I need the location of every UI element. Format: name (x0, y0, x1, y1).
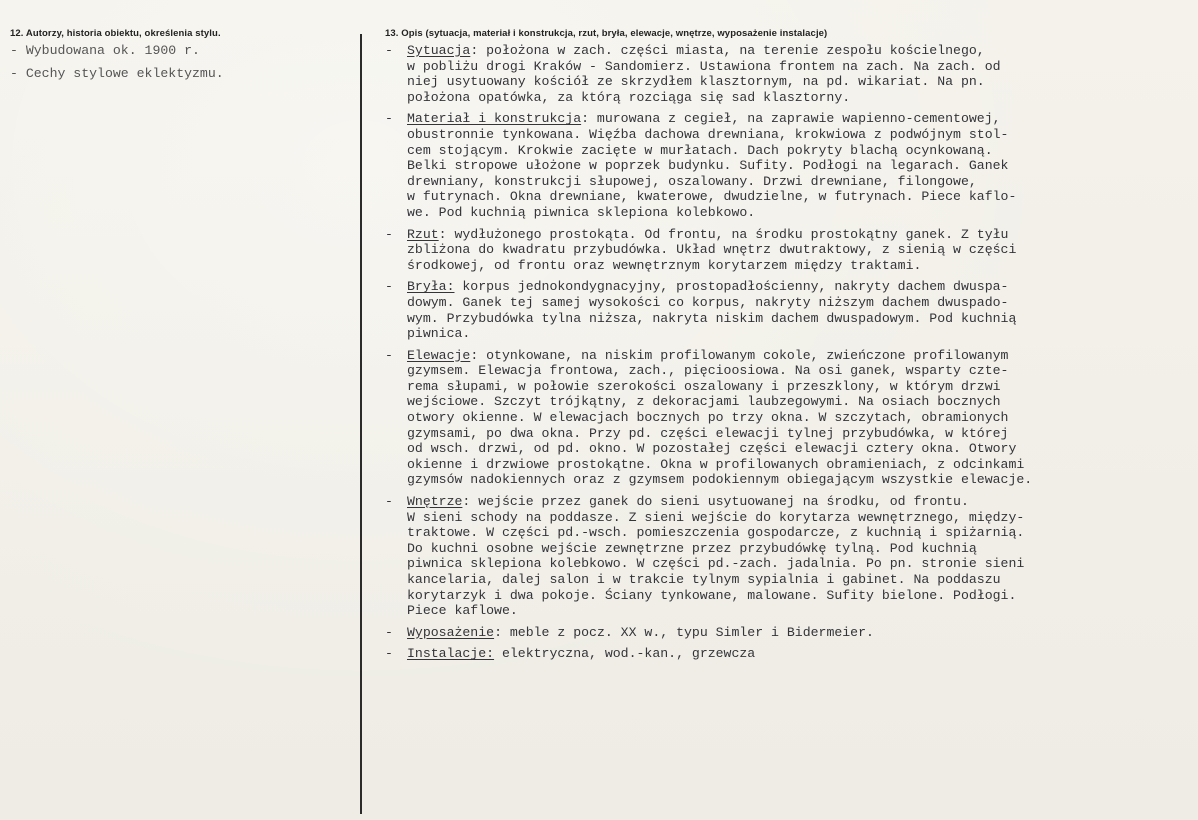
left-column (10, 28, 350, 85)
section-line: piwnica sklepiona kolebkowo. W części pd.-zach. jadalnia. Po pn. stronie sieni (407, 556, 1025, 572)
section-line: w pobliżu drogi Kraków - Sandomierz. Ustawiona frontem na zach. Na zach. od (407, 58, 1001, 74)
right-column (385, 28, 1185, 662)
left-item: - Wybudowana ok. 1900 r. (10, 43, 200, 58)
section-entry (385, 646, 1185, 662)
section-line: kancelaria, dalej salon i w trakcie tylnym sypialnia i gabinet. Na poddaszu (407, 572, 1001, 587)
section-line: korpus jednokondygnacyjny, prostopadłościenny, nakryty dachem dwuspa- (454, 279, 1009, 295)
section-line: wejściowe. Szczyt trójkątny, z dekoracjami laubzegowymi. Na osiach bocznych (407, 394, 1001, 410)
section-line: traktowe. W części pd.-wsch. pomieszczenia gospodarcze, z kuchnią i spiżarnią. (407, 525, 1025, 541)
section-line: : murowana z cegieł, na zaprawie wapienno-cementowej, (581, 111, 1001, 127)
section-body (407, 43, 1185, 105)
section-line: zbliżona do kwadratu przybudówka. Układ wnętrz dwutraktowy, z sienią w części (407, 242, 1017, 258)
section-entry (385, 279, 1185, 341)
section-line: Do kuchni osobne wejście zewnętrzne przez przybudówkę tylną. Pod kuchnią (407, 540, 977, 556)
section-line: Piece kaflowe. (407, 603, 518, 619)
section-line: elektryczna, wod.-kan., grzewcza (494, 646, 756, 662)
left-item: - Cechy stylowe eklektyzmu. (10, 66, 224, 81)
bullet-dash: - (385, 646, 393, 662)
section-line: w futrynach. Okna drewniane, kwaterowe, dwudzielne, w futrynach. Piece kaflo- (407, 189, 1017, 205)
bullet-dash: - (385, 43, 393, 58)
section-line: obustronnie tynkowana. Więźba dachowa drewniana, krokwiowa z podwójnym stol- (407, 126, 1009, 142)
section-line: : położona w zach. części miasta, na terenie zespołu kościelnego, (470, 43, 985, 58)
section-line: : wejście przez ganek do sieni usytuowanej na środku, od frontu. (462, 494, 969, 510)
section-line: gzymsami, po dwa okna. Przy pd. części elewacji tylnej przybudówka, w której (407, 425, 1009, 441)
bullet-dash: - (385, 624, 393, 640)
section-line: od wsch. drzwi, od pd. okno. W pozostałej części elewacji cztery okna. Otwory (407, 441, 1017, 457)
column-divider (360, 34, 362, 814)
section-label: Materiał i konstrukcja (407, 111, 582, 127)
section-line: korytarzyk i dwa pokoje. Ściany tynkowane, malowane. Sufity bielone. Podłogi. (407, 587, 1017, 603)
section-line: : wydłużonego prostokąta. Od frontu, na środku prostokątny ganek. Z tyłu (438, 226, 1009, 242)
section-entry (385, 348, 1185, 488)
section-entry (385, 43, 1185, 105)
section-label: Bryła: (407, 279, 455, 295)
section-body (407, 111, 1185, 220)
section-line: niej usytuowany kościół ze skrzydłem klasztornym, na pd. wikariat. Na pn. (407, 74, 985, 90)
section-line: wym. Przybudówka tylna niższa, nakryta niskim dachem dwuspadowym. Pod kuchnią (407, 310, 1017, 326)
section-line: drewniany, konstrukcji słupowej, oszalowany. Drzwi drewniane, filongowe, (407, 173, 977, 189)
bullet-dash: - (385, 226, 393, 242)
section-body (407, 348, 1185, 488)
section-line: : meble z pocz. XX w., typu Simler i Bidermeier. (494, 624, 874, 640)
bullet-dash: - (385, 279, 393, 295)
section-entry (385, 494, 1185, 619)
bullet-dash: - (385, 494, 393, 510)
section-line: we. Pod kuchnią piwnica sklepiona kolebkowo. (407, 204, 756, 220)
bullet-dash: - (385, 347, 393, 363)
section-line: dowym. Ganek tej samej wysokości co korpus, nakryty niższym dachem dwuspado- (407, 294, 1009, 310)
section-label: Sytuacja (407, 43, 471, 58)
section-entry (385, 227, 1185, 274)
section-line: gzymsów nadokiennych oraz z gzymsem podokiennym obiegającym wszystkie elewacje. (407, 472, 1033, 488)
section-line: : otynkowane, na niskim profilowanym cokole, zwieńczone profilowanym (470, 347, 1009, 363)
section-label: Wyposażenie (407, 624, 495, 640)
section-body (407, 625, 1185, 641)
section-line: cem stojącym. Krokwie zacięte w murłatach. Dach pokryty blachą ocynkowaną. (407, 142, 993, 158)
description-sections (385, 43, 1185, 662)
section-line: W sieni schody na poddasze. Z sieni wejście do korytarza wewnętrznego, między- (407, 509, 1025, 525)
section-label: Rzut (407, 226, 439, 242)
section-line: rema słupami, w połowie szerokości oszalowany i przeszklony, w którym drzwi (407, 378, 1001, 394)
section-label: Wnętrze (407, 494, 463, 510)
left-heading: 12. Autorzy, historia obiektu, określenia stylu. (10, 28, 221, 39)
section-body (407, 279, 1185, 341)
section-line: piwnica. (407, 326, 471, 342)
section-line: okienne i drzwiowe prostokątne. Okna w profilowanych obramieniach, z odcinkami (407, 456, 1025, 472)
section-label: Instalacje: (407, 646, 495, 662)
section-line: położona opatówka, za którą rozciąga się sad klasztorny. (407, 89, 851, 105)
section-body (407, 646, 1185, 662)
right-heading: 13. Opis (sytuacja, materiał i konstrukcja, rzut, bryła, elewacje, wnętrze, wyposażenie instalacje) (385, 28, 828, 39)
section-entry (385, 625, 1185, 641)
bullet-dash: - (385, 111, 393, 127)
section-line: środkowej, od frontu oraz wewnętrznym korytarzem między traktami. (407, 257, 922, 273)
section-body (407, 494, 1185, 619)
section-line: gzymsem. Elewacja frontowa, zach., pięcioosiowa. Na osi ganek, wsparty czte- (407, 363, 1009, 379)
section-body (407, 227, 1185, 274)
section-line: otwory okienne. W elewacjach bocznych po trzy okna. W szczytach, obramionych (407, 410, 1009, 426)
section-label: Elewacje (407, 347, 471, 363)
section-entry (385, 111, 1185, 220)
section-line: Belki stropowe ułożone w poprzek budynku. Sufity. Podłogi na legarach. Ganek (407, 158, 1009, 174)
